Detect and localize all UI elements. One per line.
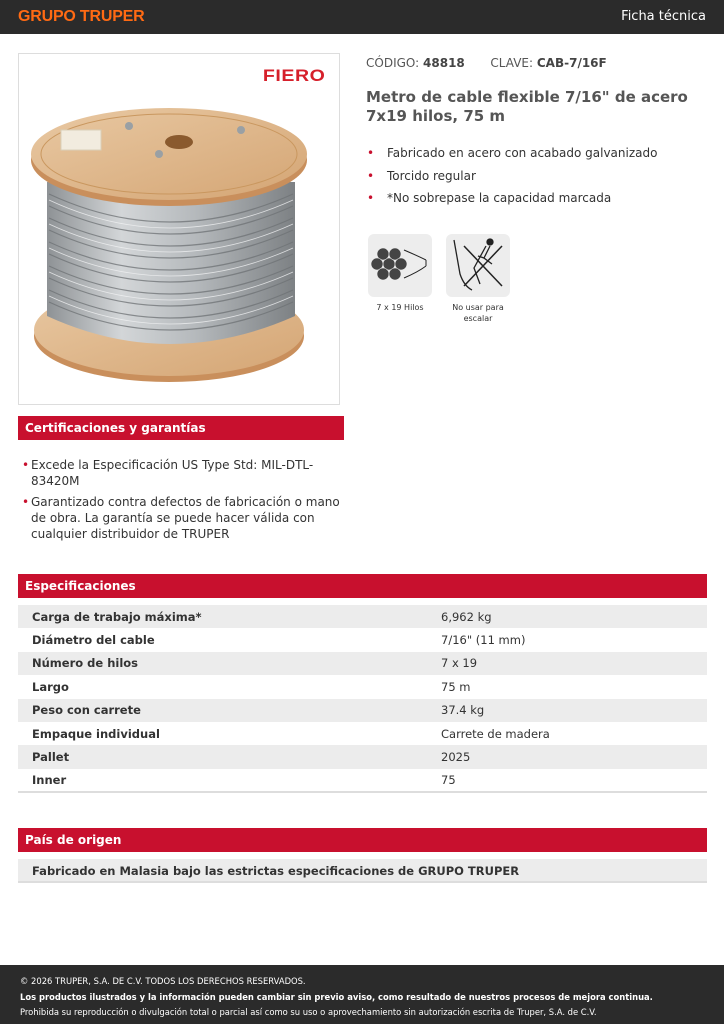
table-row (18, 605, 707, 628)
product-code-line (366, 56, 607, 70)
clave-value: CAB-7/16F (536, 56, 607, 70)
icon-label-hilos: 7 x 19 Hilos (376, 303, 424, 312)
section-header-especificaciones: Especificaciones (18, 574, 707, 598)
spec-value: 75 (441, 772, 456, 787)
icon-label-no-escalar: No usar para escalar (452, 303, 504, 323)
clave-label: CLAVE: (490, 56, 534, 70)
footer (0, 965, 724, 1024)
doc-type-label: Ficha técnica (621, 9, 706, 24)
feature-list (366, 146, 706, 214)
cert-item: • Garantizado contra defectos de fabricación o mano de obra. La garantía se puede hacer válida con cualquier distribuidor de TRUPER (22, 494, 340, 542)
spec-value: Carrete de madera (441, 726, 550, 741)
table-row (18, 652, 707, 675)
spec-key: Diámetro del cable (32, 633, 155, 648)
spec-key: Número de hilos (32, 656, 139, 671)
footer-copyright: © 2026 TRUPER, S.A. DE C.V. TODOS LOS DERECHOS RESERVADOS. (20, 976, 306, 986)
origen-text: Fabricado en Malasia bajo las estrictas especificaciones de GRUPO TRUPER (18, 859, 707, 883)
top-bar (0, 0, 724, 34)
spec-key: Empaque individual (32, 726, 160, 741)
codigo-label: CÓDIGO: (366, 56, 420, 70)
section-header-origen: País de origen (18, 828, 707, 852)
cable-reel-illustration (19, 54, 340, 405)
certificaciones-list (22, 457, 340, 547)
spec-key: Peso con carrete (32, 703, 141, 718)
wire-strand-cross-section-icon (368, 234, 432, 297)
feature-item: • *No sobrepase la capacidad marcada (366, 191, 706, 205)
no-climbing-icon (446, 234, 510, 297)
feature-item: • Fabricado en acero con acabado galvanizado (366, 146, 706, 160)
spec-value: 37.4 kg (441, 703, 485, 718)
footer-legal: Prohibida su reproducción o divulgación total o parcial así como su uso o aprovechamiento sin autorización escrita de Truper, S.A. de C.V. (20, 1007, 597, 1017)
product-title: Metro de cable flexible 7/16" de acero 7x19 hilos, 75 m (366, 88, 688, 125)
spec-value: 7/16" (11 mm) (441, 633, 526, 648)
table-row (18, 769, 707, 792)
fiero-logo: FIERO (262, 66, 325, 85)
codigo-value: 48818 (423, 56, 465, 70)
spec-key: Pallet (32, 750, 70, 765)
table-row (18, 675, 707, 698)
spec-value: 75 m (441, 679, 471, 694)
spec-table (18, 605, 707, 793)
spec-key: Carga de trabajo máxima* (32, 609, 202, 624)
table-row (18, 745, 707, 768)
section-header-certificaciones: Certificaciones y garantías (18, 416, 344, 440)
footer-notice: Los productos ilustrados y la información pueden cambiar sin previo aviso, como resultado de nuestros procesos de mejora continua. (20, 991, 653, 1002)
feature-item: • Torcido regular (366, 169, 706, 183)
cert-item: • Excede la Especificación US Type Std: MIL-DTL-83420M (22, 457, 340, 489)
spec-key: Inner (32, 772, 67, 787)
spec-key: Largo (32, 679, 69, 694)
product-image (18, 53, 340, 405)
table-row (18, 722, 707, 745)
table-row (18, 699, 707, 722)
spec-value: 7 x 19 (441, 656, 478, 671)
table-row (18, 628, 707, 651)
spec-value: 6,962 kg (441, 609, 492, 624)
spec-value: 2025 (441, 750, 471, 765)
brand-logo: GRUPO TRUPER (18, 8, 145, 25)
